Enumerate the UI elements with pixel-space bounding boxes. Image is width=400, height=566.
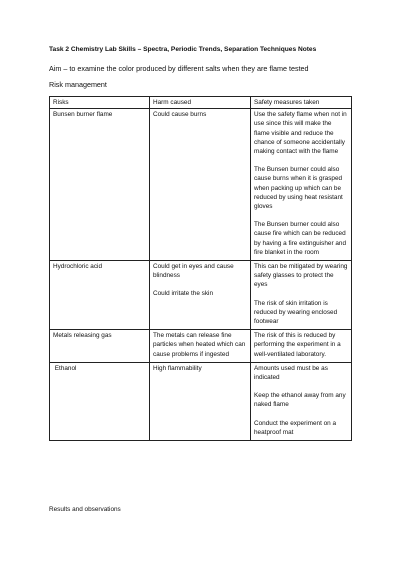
table-row (50, 109, 352, 261)
measure-text: The Bunsen burner could also cause fire which can be reduced by having a fire extinguisher and fire blanket in the room (254, 221, 347, 256)
measure-text: Keep the ethanol away from any naked flame (254, 392, 346, 409)
harm-cell (150, 109, 251, 261)
risk-text: Metals releasing gas (53, 332, 112, 340)
risk-cell (50, 261, 150, 330)
aim-statement: Aim – to examine the color produced by different salts when they are flame tested (49, 64, 309, 73)
header-harm: Harm caused (150, 97, 251, 109)
harm-text: Could cause burns (153, 111, 207, 119)
results-heading: Results and observations (49, 506, 121, 513)
harm-cell (150, 261, 251, 330)
table-header-row (50, 97, 352, 109)
risk-text: Hydrochloric acid (53, 263, 103, 271)
risk-table (49, 96, 352, 441)
harm-text: The metals can release fine particles when heated which can cause problems if ingested (153, 332, 246, 358)
measures-cell (251, 261, 352, 330)
measure-text: Conduct the experiment on a heatproof mat (254, 419, 337, 436)
harm-text: Could irritate the skin (153, 290, 214, 298)
header-measures: Safety measures taken (251, 97, 352, 109)
header-risks: Risks (50, 97, 150, 109)
measures-cell (251, 362, 352, 440)
risk-text: Ethanol (53, 364, 77, 372)
table-row (50, 261, 352, 330)
measure-text: Use the safety flame when not in use since this will make the flame visible and reduce the chance of someone accidentally making contact with the flame (254, 111, 347, 156)
risk-cell (50, 330, 150, 363)
risk-cell (50, 109, 150, 261)
measure-text: Amounts used must be as indicated (254, 364, 328, 382)
table-row (50, 330, 352, 363)
measures-cell (251, 330, 352, 363)
harm-cell (150, 362, 251, 440)
risk-text: Bunsen burner flame (53, 111, 113, 119)
table-row (50, 362, 352, 440)
measure-text: The risk of skin irritation is reduced by wearing enclosed footwear (254, 299, 338, 326)
harm-text: High flammability (153, 364, 202, 372)
measure-text: The Bunsen burner could also cause burns when it is grasped when packing up which can be reduced by using heat resistant gloves (254, 166, 343, 211)
document-title: Task 2 Chemistry Lab Skills – Spectra, Periodic Trends, Separation Techniques Notes (49, 46, 317, 53)
measure-text: This can be mitigated by wearing safety glasses to protect the eyes (254, 263, 348, 289)
harm-cell (150, 330, 251, 363)
measure-text: The risk of this is reduced by performing the experiment in a well-ventilated laboratory. (254, 332, 341, 358)
measures-cell (251, 109, 352, 261)
risk-management-heading: Risk management (49, 80, 107, 89)
risk-cell (50, 362, 150, 440)
harm-text: Could get in eyes and cause blindness (153, 263, 234, 280)
